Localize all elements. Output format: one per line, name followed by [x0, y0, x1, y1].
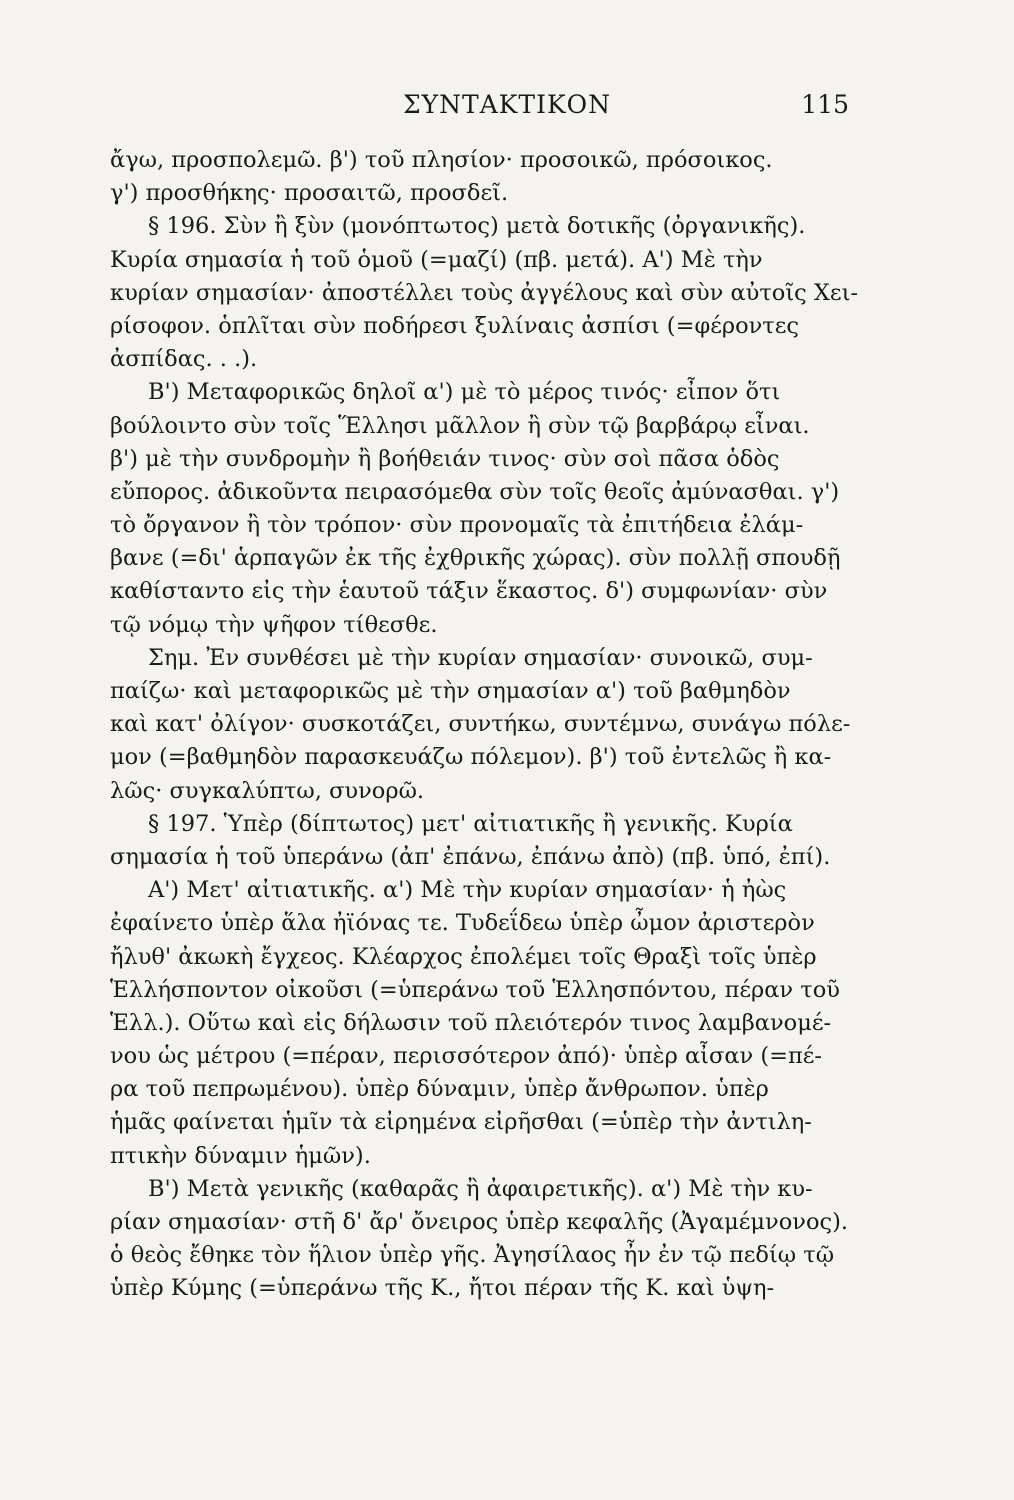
text-line: Ἑλλ.). Οὕτω καὶ εἰς δήλωσιν τοῦ πλειότερόν τινος λαμβανομέ-: [110, 1009, 832, 1036]
text-line: ρα τοῦ πεπρωμένου). ὑπὲρ δύναμιν, ὑπὲρ ἄνθρωπον. ὑπὲρ: [110, 1076, 769, 1103]
text-line: ρίαν σημασίαν· στῆ δ' ἄρ' ὄνειρος ὑπὲρ κεφαλῆς (Ἀγαμέμνονος).: [110, 1209, 849, 1235]
text-line: καὶ κατ' ὀλίγον· συσκοτάζει, συντήκω, συντέμνω, συνάγω πόλε-: [110, 711, 851, 738]
text-line: ἡμᾶς φαίνεται ἡμῖν τὰ εἰρημένα εἰρῆσθαι (=ὑπὲρ τὴν ἀντιλη-: [110, 1109, 812, 1136]
text-line: ρίσοφον. ὁπλῖται σὺν ποδήρεσι ξυλίναις ἀσπίσι (=φέροντες: [110, 312, 800, 339]
text-line: ὑπὲρ Κύμης (=ὑπεράνω τῆς Κ., ἤτοι πέραν τῆς Κ. καὶ ὑψη-: [110, 1275, 775, 1302]
text-line: ἄγω, προσπολεμῶ. β') τοῦ πλησίον· προσοικῶ, πρόσοικος.: [110, 147, 773, 173]
text-line: ἐφαίνετο ὑπὲρ ἅλα ἠϊόνας τε. Τυδεΐδεω ὑπὲρ ὦμον ἀριστερὸν: [110, 910, 815, 937]
text-line: νου ὡς μέτρου (=πέραν, περισσότερον ἀπό)· ὑπὲρ αἶσαν (=πέ-: [110, 1043, 823, 1070]
text-line: ὁ θεὸς ἔθηκε τὸν ἥλιον ὑπὲρ γῆς. Ἀγησίλαος ἦν ἐν τῷ πεδίῳ τῷ: [110, 1242, 835, 1269]
text-line: γ') προσθήκης· προσαιτῶ, προσδεῖ.: [110, 180, 509, 207]
text-line: β') μὲ τὴν συνδρομὴν ἢ βοήθειάν τινος· σὺν σοὶ πᾶσα ὁδὸς: [110, 445, 780, 472]
text-line: σημασία ἡ τοῦ ὑπεράνω (ἀπ' ἐπάνω, ἐπάνω ἀπὸ) (πβ. ὑπό, ἐπί).: [110, 843, 831, 870]
text-line: Α') Μετ' αἰτιατικῆς. α') Μὲ τὴν κυρίαν σημασίαν· ἡ ἠὼς: [148, 877, 787, 904]
text-line: βανε (=δι' ἁρπαγῶν ἐκ τῆς ἐχθρικῆς χώρας). σὺν πολλῇ σπουδῇ: [110, 545, 841, 572]
paragraph-196-start: § 196. Σὺν ἢ ξὺν (μονόπτωτος) μετὰ δοτικῆς (ὀργανικῆς).: [148, 213, 806, 240]
text-line: Κυρία σημασία ἡ τοῦ ὁμοῦ (=μαζί) (πβ. μετά). Α') Μὲ τὴν: [110, 246, 763, 273]
text-line: πτικὴν δύναμιν ἡμῶν).: [110, 1142, 371, 1169]
text-line: τὸ ὄργανον ἢ τὸν τρόπον· σὺν προνομαῖς τὰ ἐπιτήδεια ἐλάμ-: [110, 512, 804, 539]
text-line: εὔπορος. ἀδικοῦντα πειρασόμεθα σὺν τοῖς θεοῖς ἀμύνασθαι. γ'): [110, 478, 840, 505]
text-line: λῶς· συγκαλύπτω, συνορῶ.: [110, 777, 425, 804]
text-line: ἀσπίδας. . .).: [110, 346, 258, 373]
text-line: τῷ νόμῳ τὴν ψῆφον τίθεσθε.: [110, 611, 438, 638]
note-start: Σημ. Ἐν συνθέσει μὲ τὴν κυρίαν σημασίαν· συνοικῶ, συμ-: [148, 644, 813, 671]
text-line: Β') Μεταφορικῶς δηλοῖ α') μὲ τὸ μέρος τινός· εἶπον ὅτι: [148, 379, 781, 406]
text-line: Β') Μετὰ γενικῆς (καθαρᾶς ἢ ἀφαιρετικῆς). α') Μὲ τὴν κυ-: [148, 1175, 813, 1202]
main-text: [110, 144, 880, 1306]
text-line: κυρίαν σημασίαν· ἀποστέλλει τοὺς ἀγγέλους καὶ σὺν αὐτοῖς Χει-: [110, 279, 859, 306]
page-title: ΣΥΝΤΑΚΤΙΚΟΝ: [402, 90, 612, 119]
text-line: μον (=βαθμηδὸν παρασκευάζω πόλεμον). β') τοῦ ἐντελῶς ἢ κα-: [110, 744, 832, 771]
text-line: βούλοιντο σὺν τοῖς Ἕλλησι μᾶλλον ἢ σὺν τῷ βαρβάρῳ εἶναι.: [110, 412, 810, 439]
text-line: ἤλυθ' ἀκωκὴ ἔγχεος. Κλέαρχος ἐπολέμει τοῖς Θραξὶ τοῖς ὑπὲρ: [110, 943, 817, 970]
page-number: 115: [801, 90, 849, 119]
text-line: παίζω· καὶ μεταφορικῶς μὲ τὴν σημασίαν α') τοῦ βαθμηδὸν: [110, 678, 791, 704]
text-line: Ἑλλήσποντον οἰκοῦσι (=ὑπεράνω τοῦ Ἑλλησπόντου, πέραν τοῦ: [110, 976, 840, 1003]
running-header: [0, 90, 1014, 126]
paragraph-197-start: § 197. Ὑπὲρ (δίπτωτος) μετ' αἰτιατικῆς ἢ γενικῆς. Κυρία: [148, 810, 793, 837]
text-line: καθίσταντο εἰς τὴν ἑαυτοῦ τάξιν ἕκαστος. δ') συμφωνίαν· σὺν: [110, 578, 828, 605]
